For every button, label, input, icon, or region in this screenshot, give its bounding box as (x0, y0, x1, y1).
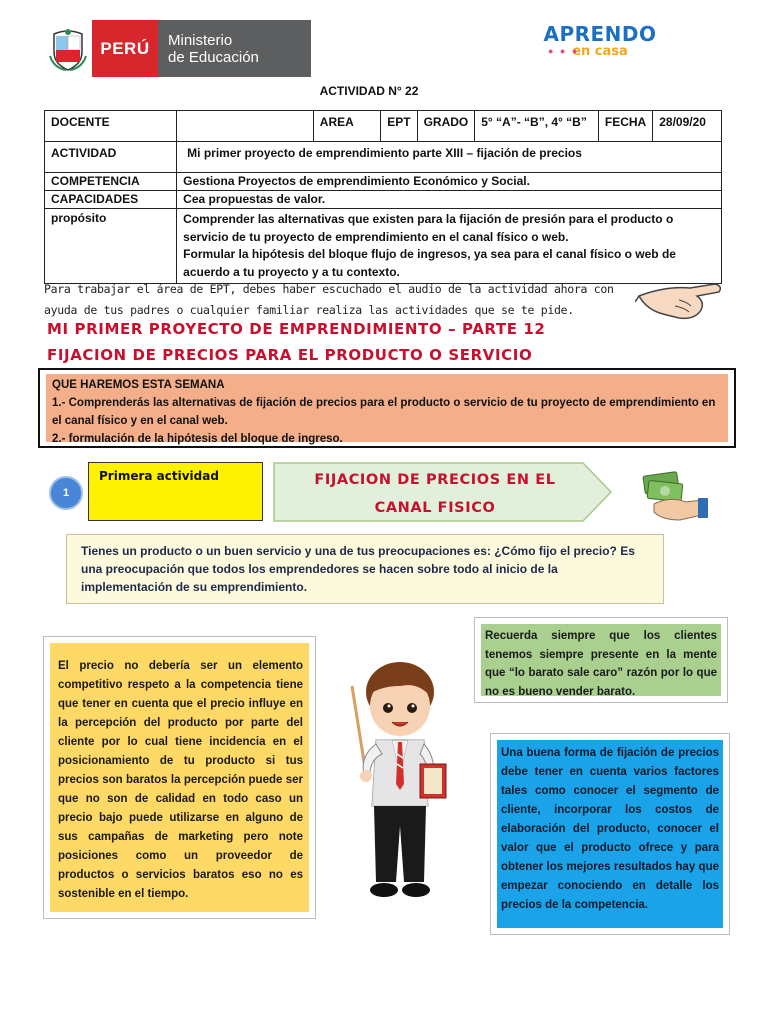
actividad-value: Mi primer proyecto de emprendimiento parte XIII – fijación de precios (177, 142, 722, 173)
minedu-logo (44, 20, 311, 77)
week-plan-item1: 1.- Comprenderás las alternativas de fijación de precios para el producto o servicio de tu proyecto de emprendimiento en el canal físico y en el canal web. (52, 397, 716, 427)
docente-label: DOCENTE (45, 111, 177, 142)
capacidades-value: Cea propuestas de valor. (177, 191, 722, 209)
capacidades-label: CAPACIDADES (45, 191, 177, 209)
activity-title: ACTIVIDAD N° 22 (319, 84, 419, 98)
sub-heading: FIJACION DE PRECIOS PARA EL PRODUCTO O SERVICIO (47, 346, 533, 364)
banner-line1: FIJACION DE PRECIOS EN EL (314, 472, 556, 488)
docente-value (177, 111, 314, 142)
price-advice-card (43, 636, 316, 919)
price-advice-text: El precio no debería ser un elemento competitivo respeto a la competencia tiene que tener en cuenta que el precio influye en la percepción del producto por parte del cliente por lo cual tiene incidencia en el posicionamiento de tu producto si tus precios son baratos la percepción puede ser que no son de calidad en todo caso un precio bajo puede utilizarse en alguno de sus campañas de marketing pero note posiciones como un proveedor de productos o servicios baratos eso no es sostenible en el tiempo. (50, 643, 309, 912)
ministry-line2: de Educación (168, 49, 259, 66)
pricing-method-card (490, 733, 730, 935)
week-plan-box (38, 368, 736, 448)
money-hand-icon (640, 470, 710, 525)
banner-line2: CANAL FISICO (374, 500, 496, 516)
ministry-label (158, 20, 311, 77)
proposito-line1: Comprender las alternativas que existen para la fijación de presión para el producto o servicio de tu proyecto de emprendimiento en el canal físico o web. (183, 212, 674, 244)
step-number-badge: 1 (49, 476, 83, 510)
intro-text-box: Tienes un producto o un buen servicio y una de tus preocupaciones es: ¿Cómo fijo el precio? Es una preocupación que todos los emprendedores se hacen sobre todo al inicio de la implementación de su emprendimiento. (66, 534, 664, 604)
instruction-line2: ayuda de tus padres o cualquier familiar realiza las actividades que se te pide. (44, 303, 574, 317)
reminder-card (474, 617, 728, 703)
ministry-line1: Ministerio (168, 32, 233, 49)
main-heading: MI PRIMER PROYECTO DE EMPRENDIMIENTO – PARTE 12 (47, 320, 546, 338)
pointing-hand-icon (635, 276, 725, 322)
week-plan-content (46, 374, 728, 445)
fecha-value: 28/09/20 (653, 111, 722, 142)
en-casa-text: en casa (572, 44, 628, 59)
reminder-text: Recuerda siempre que los clientes tenemos siempre presente en la mente que “lo barato sale caro” razón por lo que no es bueno vender barato. (481, 624, 721, 696)
teacher-boy-illustration (342, 656, 454, 908)
aprendo-text: APRENDO (543, 22, 657, 46)
grado-label: GRADO (417, 111, 475, 142)
table-row (45, 111, 722, 142)
activity-info-table (44, 110, 722, 284)
area-label: AREA (313, 111, 380, 142)
actividad-label: ACTIVIDAD (45, 142, 177, 173)
table-row (45, 173, 722, 191)
grado-value: 5° “A”- “B”, 4° “B” (475, 111, 599, 142)
week-plan-item2: 2.- formulación de la hipótesis del bloque de ingreso. (52, 433, 343, 445)
table-row (45, 209, 722, 284)
table-row (45, 191, 722, 209)
instruction-text (44, 279, 624, 321)
peru-label: PERÚ (92, 20, 158, 77)
proposito-label: propósito (45, 209, 177, 284)
area-value: EPT (381, 111, 417, 142)
table-row (45, 142, 722, 173)
aprendo-en-casa-logo (540, 22, 660, 74)
proposito-value (177, 209, 722, 284)
competencia-value: Gestiona Proyectos de emprendimiento Económico y Social. (177, 173, 722, 191)
instruction-line1: Para trabajar el área de EPT, debes haber escuchado el audio de la actividad ahora con (44, 282, 614, 296)
peru-shield-icon (44, 20, 92, 77)
proposito-line2: Formular la hipótesis del bloque flujo de ingresos, ya sea para el canal físico o web de acuerdo a tu proyecto y a tu contexto. (183, 247, 676, 279)
pricing-method-text: Una buena forma de fijación de precios debe tener en cuenta varios factores tales como conocer el segmento de cliente, incorporar los costos de elaboración del producto, conocer el valor que el producto ofrece y para obtener los mejores resultados hay que empezar conociendo en detalle los precios de la competencia. (497, 740, 723, 928)
week-plan-title: QUE HAREMOS ESTA SEMANA (52, 379, 225, 391)
fecha-label: FECHA (598, 111, 652, 142)
first-activity-label: Primera actividad (88, 462, 263, 521)
competencia-label: COMPETENCIA (45, 173, 177, 191)
banner-title (290, 466, 580, 522)
decorative-dots-icon: ● ● ● (548, 46, 580, 56)
